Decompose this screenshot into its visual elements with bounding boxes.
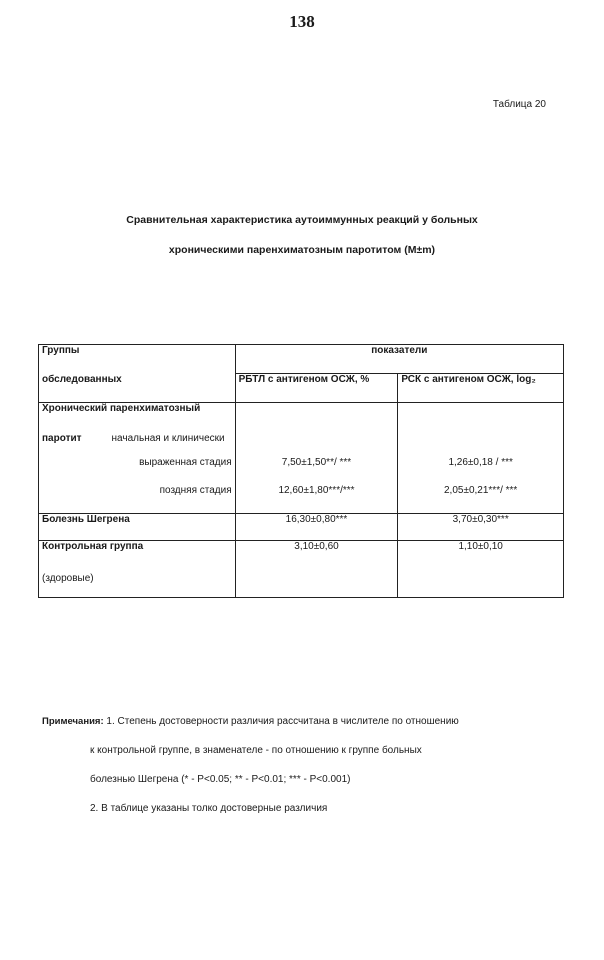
header-indicators: показатели xyxy=(235,345,563,374)
stage-late-rsk: 2,05±0,21***/ *** xyxy=(398,485,564,514)
header-col-rsk: РСК с антигеном ОСЖ, log₂ xyxy=(398,374,564,403)
table-row xyxy=(39,514,564,541)
table-label: Таблица 20 xyxy=(492,99,546,110)
page-number: 138 xyxy=(289,12,315,31)
control-rsk: 1,10±0,10 xyxy=(398,541,564,574)
chronic-label-line-2 xyxy=(39,433,236,457)
control-label-line-2: (здоровые) xyxy=(39,573,236,598)
table-title-line-2: хроническими паренхиматозным паротитом (M±m) xyxy=(168,244,436,256)
sjogren-rsk: 3,70±0,30*** xyxy=(398,514,564,541)
notes-line-3: болезнью Шегрена (* - P<0.05; ** - P<0.01; *** - P<0.001) xyxy=(90,774,351,785)
table-row xyxy=(39,573,564,598)
table-row xyxy=(39,433,564,457)
chronic-label-stage-note: начальная и клинически xyxy=(111,433,225,444)
header-col-rbtl: РБТЛ с антигеном ОСЖ, % xyxy=(235,374,398,403)
table-title-line-1: Сравнительная характеристика аутоиммунных реакций у больных xyxy=(126,214,478,226)
control-label-line-1: Контрольная группа xyxy=(39,541,236,574)
table-row xyxy=(39,485,564,514)
sjogren-label: Болезнь Шегрена xyxy=(39,514,236,541)
comparison-table xyxy=(38,344,564,598)
notes-line-4: 2. В таблице указаны толко достоверные различия xyxy=(90,803,328,814)
table-row xyxy=(39,403,564,434)
stage-late-rbtl: 12,60±1,80***/*** xyxy=(235,485,398,514)
table-row xyxy=(39,457,564,485)
notes-lead: Примечания: xyxy=(42,716,104,727)
table-row xyxy=(39,541,564,574)
control-rbtl: 3,10±0,60 xyxy=(235,541,398,574)
sjogren-rbtl: 16,30±0,80*** xyxy=(235,514,398,541)
header-groups-line-2: обследованных xyxy=(39,374,236,403)
stage-late-label: поздняя стадия xyxy=(39,485,236,514)
stage-early-rbtl: 7,50±1,50**/ *** xyxy=(235,457,398,485)
table-header-row-1 xyxy=(39,345,564,374)
notes xyxy=(42,707,459,823)
chronic-label-parotitis: паротит xyxy=(42,433,82,444)
notes-line-1 xyxy=(42,707,459,736)
table-header-row-2 xyxy=(39,374,564,403)
notes-text-1: 1. Степень достоверности различия рассчитана в числителе по отношению xyxy=(106,716,459,727)
stage-early-label: выраженная стадия xyxy=(39,457,236,485)
notes-line-2: к контрольной группе, в знаменателе - по отношению к группе больных xyxy=(90,745,422,756)
chronic-label-line-1: Хронический паренхиматозный xyxy=(39,403,236,434)
stage-early-rsk: 1,26±0,18 / *** xyxy=(398,457,564,485)
header-groups-line-1: Группы xyxy=(39,345,236,374)
